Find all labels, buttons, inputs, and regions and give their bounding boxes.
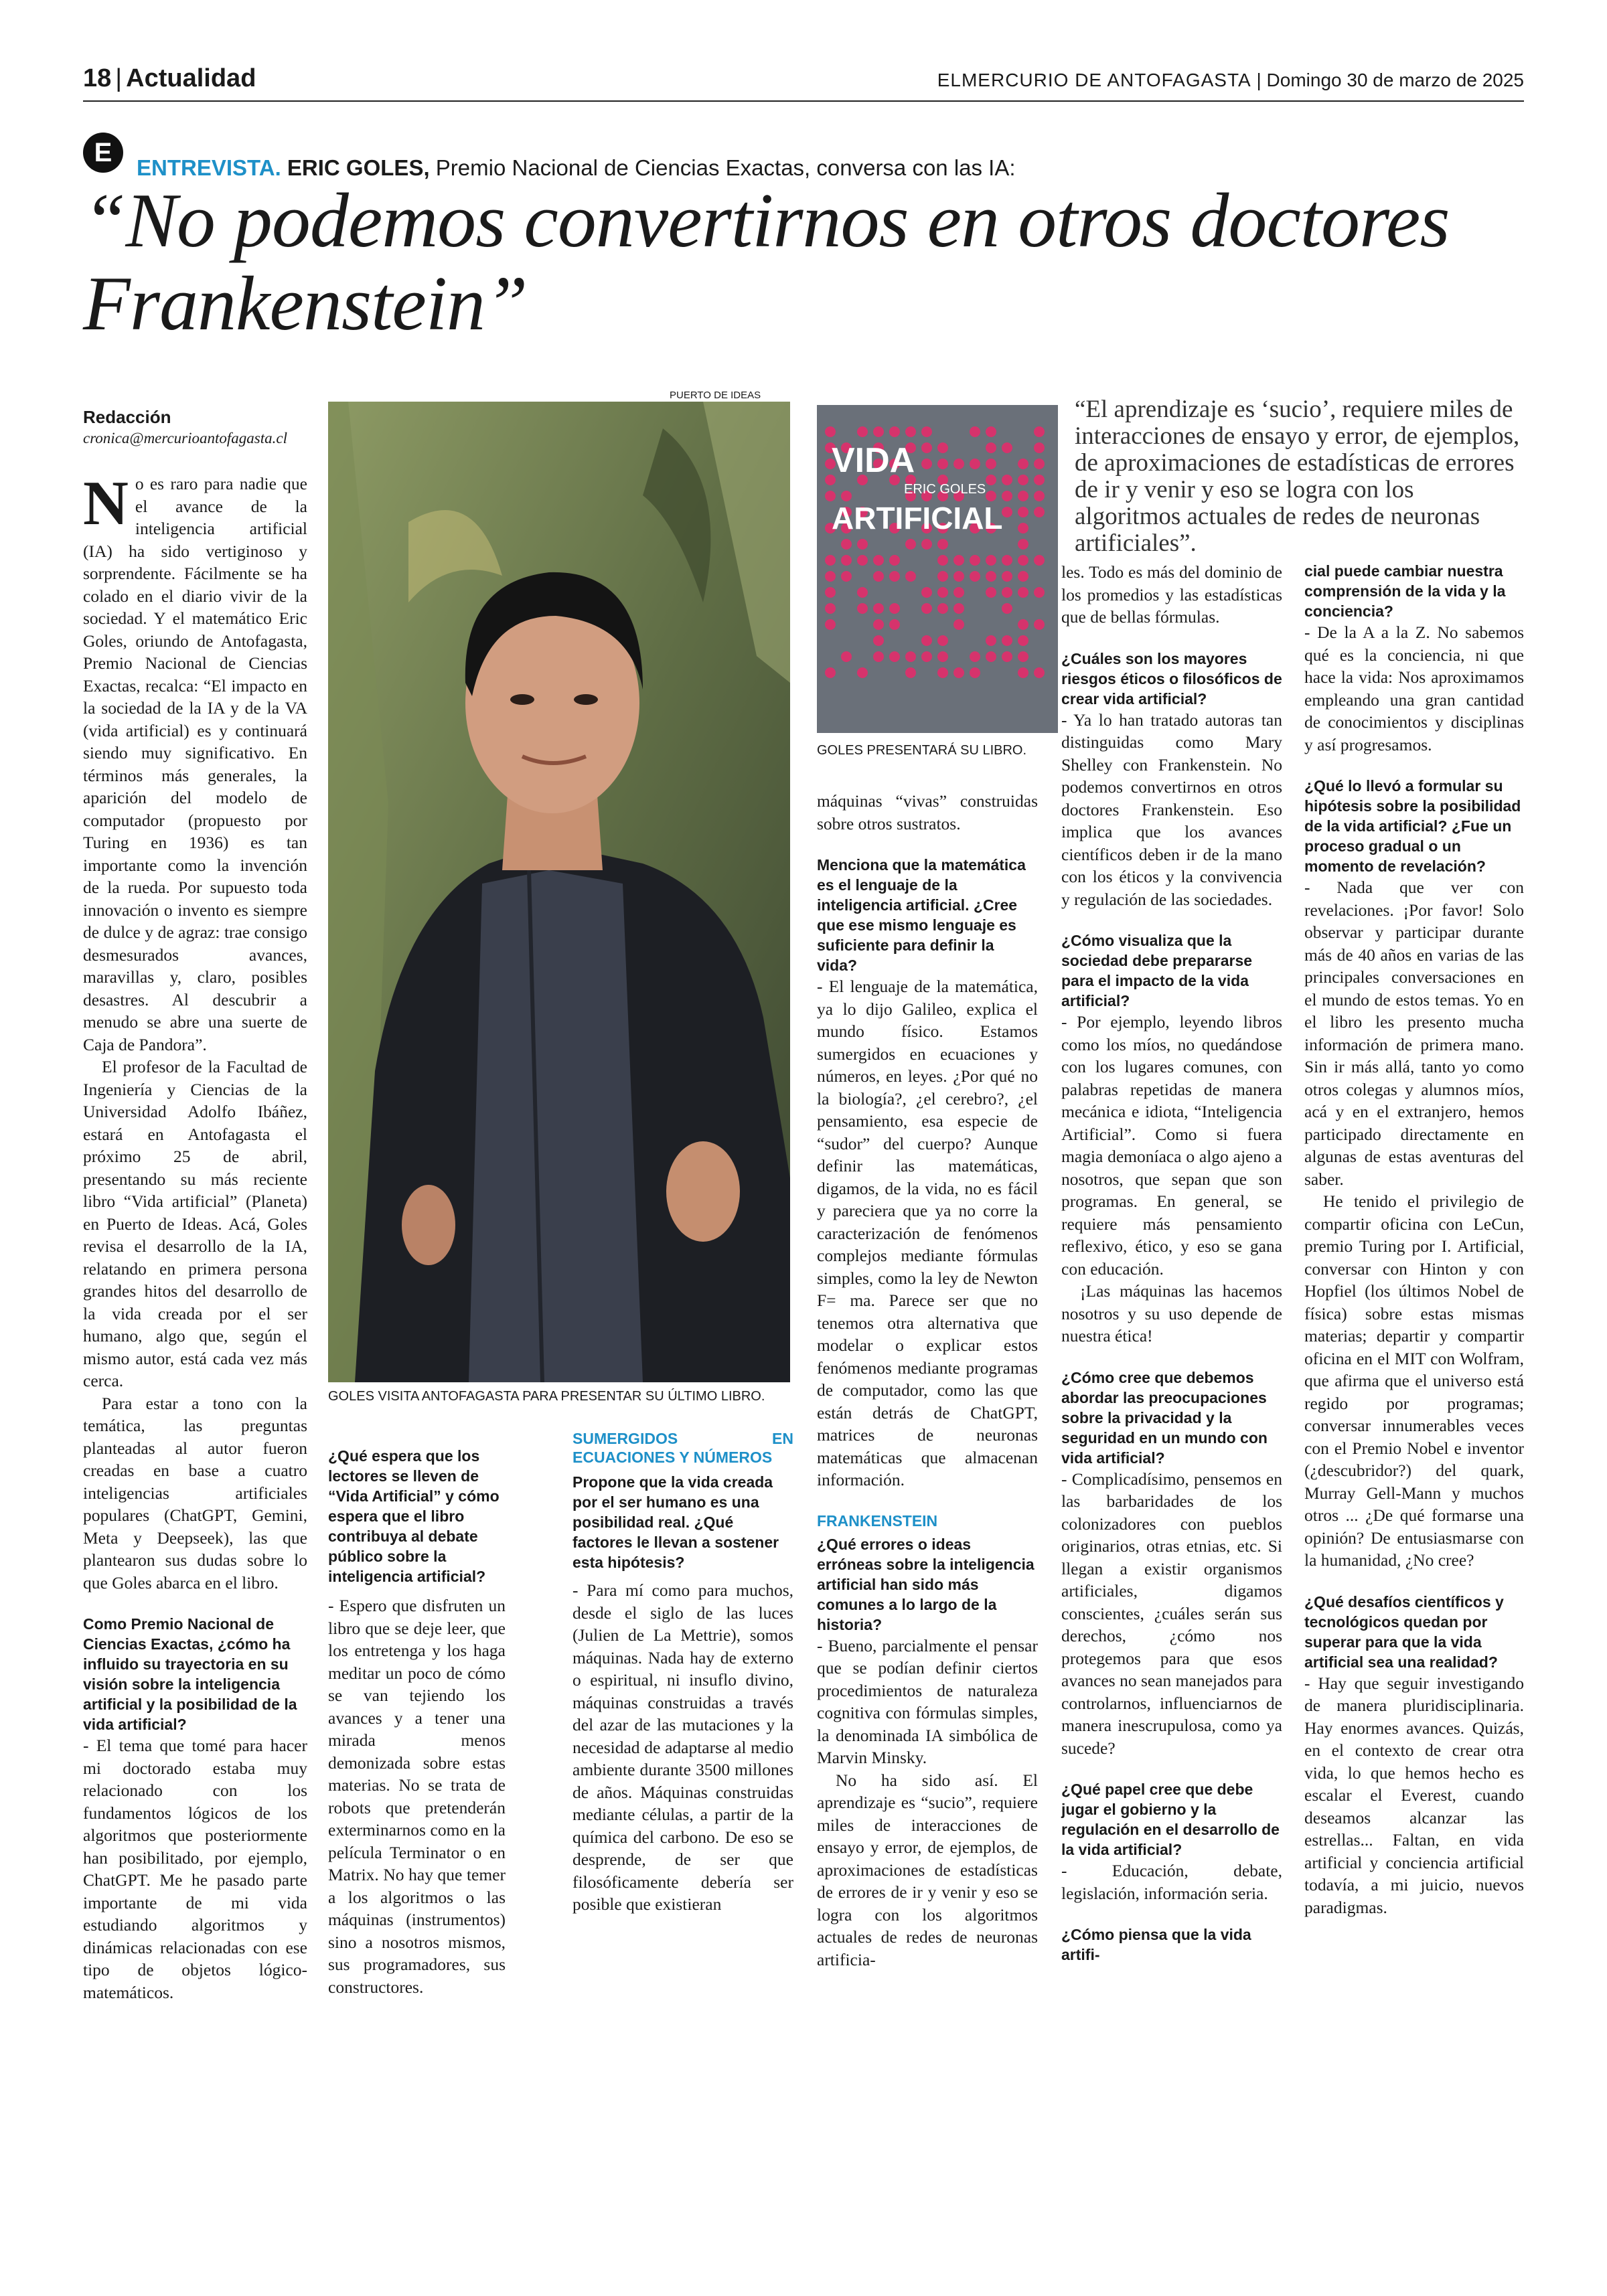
kicker-text: Premio Nacional de Ciencias Exactas, conversa con las IA:: [435, 155, 1016, 180]
book-dot: [921, 426, 932, 437]
book-dot: [937, 539, 948, 550]
book-dot: [970, 426, 980, 437]
book-dot: [825, 619, 836, 630]
book-dot: [970, 651, 980, 662]
book-dot: [953, 459, 964, 469]
book-caption: GOLES PRESENTARÁ SU LIBRO.: [817, 743, 1027, 758]
book-dot: [825, 603, 836, 614]
book-dot: [1034, 667, 1045, 678]
book-dot: [825, 587, 836, 598]
portrait-illustration: [328, 402, 790, 1382]
book-dot: [1034, 426, 1045, 437]
book-dot: [1002, 507, 1012, 517]
portrait-photo: [328, 402, 790, 1382]
book-cover: [817, 405, 1058, 733]
photo-caption: GOLES VISITA ANTOFAGASTA PARA PRESENTAR SU ÚLTIMO LIBRO.: [328, 1389, 765, 1404]
book-dot: [873, 651, 884, 662]
answer: - Nada que ver con revelaciones. ¡Por favor! Solo observar y participar durante más de 40 años en varias de las principales conversaciones en el mundo de estos temas. Yo en el libro les presento mucha información de primera mano. Sin ir más allá, tanto yo como otros colegas y alumnos míos, acá y en el extranjero, hemos participado directamente en algunas de estas aventuras del saber.: [1304, 878, 1524, 1189]
book-dot: [857, 426, 868, 437]
book-dot: [1018, 523, 1028, 534]
header-rule: [83, 100, 1524, 102]
question: ¿Qué espera que los lectores se lleven de “Vida Artificial” y cómo espera que el libro contribuya al debate público sobre la inteligencia artificial?: [328, 1447, 500, 1585]
book-dot: [841, 539, 852, 550]
book-dot: [937, 651, 948, 662]
book-dot: [889, 619, 900, 630]
book-dot: [889, 555, 900, 566]
byline: Redacción: [83, 407, 171, 427]
body-paragraph: ¡Las máquinas las hacemos nosotros y su uso depende de nuestra ética!: [1061, 1281, 1282, 1345]
book-dot: [1002, 555, 1012, 566]
book-dot: [986, 491, 996, 501]
book-dot: [937, 571, 948, 582]
book-dot: [841, 555, 852, 566]
section-badge: E: [83, 133, 123, 173]
book-dot: [905, 667, 916, 678]
book-dot: [970, 667, 980, 678]
pull-quote: “El aprendizaje es ‘sucio’, requiere miles de interacciones de ensayo y error, de ejemplos, de aproximaciones de estadísticas de errores de ir y venir y eso se logra con los algoritmos actuales de redes de neuronas artificiales”.: [1075, 396, 1520, 557]
masthead-info: ELMERCURIO DE ANTOFAGASTA | Domingo 30 de marzo de 2025: [937, 70, 1524, 90]
answer: - Espero que disfruten un libro que se deje leer, que los entretenga y los haga meditar un poco de cómo se van tejiendo los avances y a tener una mirada menos demonizada sobre estas materias. No se trata de robots que pretenderán exterminarnos como en la película Terminator o en Matrix. No hay que temer a los algoritmos o las máquinas (instrumentos) sino a nosotros mismos, sus programadores, sus constructores.: [328, 1596, 506, 1997]
column-2: [328, 1446, 506, 1998]
body-paragraph: Para estar a tono con la temática, las preguntas planteadas al autor fueron creadas en base a cuatro inteligencias artificiales populares (ChatGPT, Gemini, Meta y Deepseek), las que plantearon sus dudas sobre lo que Goles abarca en el libro.: [83, 1393, 307, 1592]
book-dot: [1018, 587, 1028, 598]
book-dot: [1018, 635, 1028, 646]
question: ¿Qué desafíos científicos y tecnológicos quedan por superar para que la vida artificial sea una realidad?: [1304, 1592, 1504, 1671]
book-dot: [986, 651, 996, 662]
book-dot: [1034, 475, 1045, 485]
book-dot: [953, 619, 964, 630]
book-dot: [857, 667, 868, 678]
column-6: [1304, 561, 1524, 1918]
book-dot: [953, 587, 964, 598]
book-title-line1: VIDA: [832, 441, 915, 480]
intro-paragraph: o es raro para nadie que el avance de la inteligencia artificial (IA) ha sido vertiginoso y sorprendente. Fácilmente se ha colado en el diario vivir de la sociedad. Y el matemático Eric Goles, oriundo de Antofagasta, Premio Nacional de Ciencias Exactas, recalca: “El impacto en la sociedad de la IA y de la VA (vida artificial) es y continuará siendo muy significativo. En términos más generales, la aparición del modelo de computador (propuesto por Turing en 1936) es tan importante como la invención de la rueda. Por supuesto toda innovación o invento es siempre de dulce y de agraz: trae consigo desmesurados avances, maravillas y, claro, posibles desastres. Al descubrir a menudo se abre una suerte de Caja de Pandora”.: [83, 474, 307, 1054]
book-dot: [953, 667, 964, 678]
author-email: cronica@mercurioantofagasta.cl: [83, 430, 287, 446]
book-dot: [1034, 619, 1045, 630]
book-dot: [1018, 491, 1028, 501]
book-dot: [921, 442, 932, 453]
book-dot: [970, 555, 980, 566]
book-dot: [873, 426, 884, 437]
book-dot: [905, 651, 916, 662]
book-dot: [1018, 555, 1028, 566]
book-dot: [1034, 507, 1045, 517]
book-dot: [953, 603, 964, 614]
question: ¿Cómo piensa que la vida artifi-: [1061, 1926, 1251, 1963]
kicker-label: ENTREVISTA.: [137, 155, 281, 180]
question: Menciona que la matemática es el lenguaje de la inteligencia artificial. ¿Cree que ese mismo lenguaje es suficiente para definir la vida?: [817, 856, 1026, 974]
column-1: [83, 469, 307, 2003]
book-dot: [905, 571, 916, 582]
kicker-name: ERIC GOLES,: [287, 155, 430, 180]
book-dot: [1018, 571, 1028, 582]
answer: - Por ejemplo, leyendo libros como los míos, no quedándose con los lugares comunes, con palabras repetidas de manera mecánica e idiota, “Inteligencia Artificial”. Como si fuera magia demoníaca o algo ajeno a nosotros, que sepan que son programas. En general, se requiere más pensamiento reflexivo, ético, y eso se gana con educación.: [1061, 1012, 1282, 1279]
question: ¿Cómo cree que debemos abordar las preocupaciones sobre la privacidad y la seguridad en un mundo con vida artificial?: [1061, 1368, 1268, 1467]
book-dot: [1002, 651, 1012, 662]
answer: - Bueno, parcialmente el pensar que se podían definir ciertos procedimientos de naturaleza cognitiva con fórmulas simples, la denominada IA simbólica de Marvin Minsky.: [817, 1635, 1038, 1767]
book-dot: [857, 555, 868, 566]
book-dot: [937, 667, 948, 678]
column-4: [817, 790, 1038, 1971]
book-dot: [953, 555, 964, 566]
body-paragraph: máquinas “vivas” construidas sobre otros sustratos.: [817, 791, 1038, 833]
book-dot: [921, 539, 932, 550]
book-dot: [873, 635, 884, 646]
book-dot: [825, 571, 836, 582]
page-number: 18: [83, 64, 112, 92]
newspaper-name: ELMERCURIO DE ANTOFAGASTA: [937, 70, 1251, 90]
book-dot: [825, 555, 836, 566]
book-dot: [921, 651, 932, 662]
question: Propone que la vida creada por el ser humano es una posibilidad real. ¿Qué factores le llevan a sostener esta hipótesis?: [572, 1473, 779, 1571]
book-dot: [937, 442, 948, 453]
section-name: Actualidad: [126, 64, 256, 92]
book-dot: [1002, 603, 1012, 614]
answer: - Complicadísimo, pensemos en las barbaridades de los colonizadores con pueblos originarios, otras etnias, etc. Si llegan a existir organismos artificiales, digamos conscientes, ¿cuáles serán sus derechos, ¿cómo nos protegemos para que esos avances no sean manejados para controlarnos, influenciarnos de manera inescrupulosa, como ya sucede?: [1061, 1469, 1282, 1758]
book-dot: [1002, 491, 1012, 501]
book-dot: [986, 571, 996, 582]
kicker: [137, 155, 1016, 181]
book-dot: [857, 587, 868, 598]
book-dot: [857, 539, 868, 550]
book-dot: [841, 491, 852, 501]
book-dot: [1002, 635, 1012, 646]
book-dot: [921, 587, 932, 598]
book-dot: [1002, 587, 1012, 598]
book-dot: [825, 491, 836, 501]
book-dot: [841, 571, 852, 582]
book-dot: [1034, 491, 1045, 501]
book-dot: [970, 571, 980, 582]
book-dot: [889, 571, 900, 582]
book-dot: [921, 635, 932, 646]
book-dot: [921, 603, 932, 614]
book-dot: [1018, 619, 1028, 630]
book-dot: [1034, 459, 1045, 469]
book-dot: [873, 555, 884, 566]
book-dot: [1018, 459, 1028, 469]
drop-cap: N: [83, 469, 129, 538]
book-dot: [825, 667, 836, 678]
book-dot: [921, 459, 932, 469]
answer: - El lenguaje de la matemática, ya lo dijo Galileo, explica el mundo físico. Estamos sumergidos en ecuaciones y números, en leyes. ¿Por qué no la biología?, ¿el cerebro?, ¿el pensamiento, esa especie de “sudor” del cuerpo? Aunque definir las matemáticas, digamos, de la vida, no es fácil y pareciera que ya no corre la caracterización de fenómenos complejos mediante fórmulas simples, como la ley de Newton F= ma. Parece ser que no tenemos otra alternativa que modelar o explicar estos fenómenos mediante programas de computador, como las que están detrás de ChatGPT, matrices de neuronas matemáticas que almacenan información.: [817, 977, 1038, 1489]
answer: - Hay que seguir investigando de manera pluridisciplinaria. Hay enormes avances. Quizás, en el contexto de crear otra vida, lo que hemos hecho es escalar el Everest, cuando deseamos alcanzar las estrellas... Faltan, en vida artificial y conciencia artificial todavía, a mi juicio, nuevos paradigmas.: [1304, 1673, 1524, 1917]
book-dot: [873, 571, 884, 582]
book-dot: [986, 459, 996, 469]
book-dot: [986, 635, 996, 646]
book-dot: [889, 426, 900, 437]
book-dot: [937, 555, 948, 566]
answer: - Para mí como para muchos, desde el siglo de las luces (Julien de La Mettrie), somos máquinas. Nada hay de externo o espiritual, ni insuflo divino, máquinas construidas a través del azar de las mutaciones y la necesidad de adaptarse al medio ambiente durante 3500 millones de años. Máquinas construidas mediante células, a partir de la química del carbono. De eso se desprende, de ser que filosóficamente debería ser posible que existieran: [572, 1580, 793, 1914]
column-5: [1061, 561, 1282, 1965]
book-dot: [953, 571, 964, 582]
book-dot: [1002, 475, 1012, 485]
book-dot: [986, 426, 996, 437]
question: ¿Cuáles son los mayores riesgos éticos o filosóficos de crear vida artificial?: [1061, 649, 1282, 708]
question: cial puede cambiar nuestra comprensión de la vida y la conciencia?: [1304, 562, 1506, 620]
book-dot: [889, 603, 900, 614]
book-dot: [889, 651, 900, 662]
book-dot: [825, 426, 836, 437]
book-dot: [1034, 587, 1045, 598]
body-paragraph: les. Todo es más del dominio de los promedios y las estadísticas que de bellas fórmulas.: [1061, 562, 1282, 627]
book-dot: [986, 555, 996, 566]
book-dot: [1018, 475, 1028, 485]
book-dot: [1002, 442, 1012, 453]
book-dot: [905, 539, 916, 550]
issue-date: Domingo 30 de marzo de 2025: [1266, 70, 1524, 90]
photo-credit: PUERTO DE IDEAS: [670, 390, 761, 401]
answer: - Ya lo han tratado autoras tan distinguidas como Mary Shelley con Frankenstein. No podemos convertirnos en otros doctores Frankenstein. Eso implica que los avances científicos deben ir de la mano con los éticos y la convivencia y regulación de las sociedades.: [1061, 710, 1282, 909]
book-dot: [1018, 651, 1028, 662]
column-3: [572, 1429, 793, 1916]
book-author: ERIC GOLES: [904, 482, 986, 497]
book-cover-art: [817, 405, 1058, 733]
page-folio: 18 | Actualidad: [83, 64, 256, 92]
book-dot: [937, 459, 948, 469]
book-dot: [1018, 507, 1028, 517]
book-dot: [1018, 539, 1028, 550]
headline: “No podemos convertirnos en otros doctores Frankenstein”: [83, 178, 1450, 347]
answer: - El tema que tomé para hacer mi doctorado estaba muy relacionado con los fundamentos lógicos de los algoritmos que posteriormente han posibilitado, por ejemplo, ChatGPT. Me he pasado parte importante de mi vida estudiando algoritmos y dinámicas relacionadas con ese tipo de objetos lógico-matemáticos.: [83, 1736, 307, 2002]
book-dot: [857, 603, 868, 614]
body-paragraph: No ha sido así. El aprendizaje es “sucio”, requiere miles de interacciones de ensayo y error, de ejemplos, de aproximaciones de estadísticas de errores de ir y venir y eso se logra con los algoritmos actuales de redes de neuronas artificia-: [817, 1770, 1038, 1969]
book-dot: [986, 442, 996, 453]
book-title-line2: ARTIFICIAL: [832, 501, 1003, 536]
body-paragraph: He tenido el privilegio de compartir oficina con LeCun, premio Turing por I. Artificial, conversar con Hinton y con Hopfiel (los últimos Nobel de física) sobre estas mismas materias; departir y compartir oficina en el MIT con Wolfram, que afirma que el universo está regido por programas; conversar innumerables veces con el Premio Nobel e inventor (¿descubridor?) del quark, Murray Gell-Mann y muchos otros ... ¿De qué formarse una opinión? De entusiasmarse con la humanidad, ¿No cree?: [1304, 1192, 1524, 1570]
book-dot: [937, 603, 948, 614]
subheading: SUMERGIDOS EN ECUACIONES Y NÚMEROS: [572, 1430, 793, 1466]
book-dot: [1034, 555, 1045, 566]
body-paragraph: El profesor de la Facultad de Ingeniería y Ciencias de la Universidad Adolfo Ibáñez, estará en Antofagasta el próximo 25 de abril, presentando su más reciente libro “Vida artificial” (Planeta) en Puerto de Ideas. Acá, Goles revisa el desarrollo de la IA, relatando en primera persona grandes hitos del desarrollo de la vida creada por el ser humano, algo que, según el mismo autor, está cada vez más cerca.: [83, 1057, 307, 1390]
book-dot: [873, 619, 884, 630]
book-dot: [1018, 667, 1028, 678]
book-dot: [873, 603, 884, 614]
book-dot: [841, 651, 852, 662]
question: ¿Qué errores o ideas erróneas sobre la inteligencia artificial han sido más comunes a lo largo de la historia?: [817, 1535, 1035, 1633]
question: Como Premio Nacional de Ciencias Exactas, ¿cómo ha influido su trayectoria en su visión sobre la inteligencia artificial y la posibilidad de la vida artificial?: [83, 1615, 297, 1733]
book-dot: [970, 459, 980, 469]
book-dot: [1034, 442, 1045, 453]
book-dot: [937, 635, 948, 646]
question: ¿Qué papel cree que debe jugar el gobierno y la regulación en el desarrollo de la vida artificial?: [1061, 1781, 1280, 1858]
book-dot: [937, 587, 948, 598]
book-dot: [905, 426, 916, 437]
question: ¿Qué lo llevó a formular su hipótesis sobre la posibilidad de la vida artificial? ¿Fue un proceso gradual o un momento de revelación?: [1304, 777, 1521, 875]
book-dot: [1002, 571, 1012, 582]
answer: - De la A a la Z. No sabemos qué es la conciencia, ni que hace la vida: Nos aproximamos empleando una gran cantidad de conocimientos y disciplinas y así progresamos.: [1304, 623, 1524, 754]
book-dot: [986, 587, 996, 598]
question: ¿Cómo visualiza que la sociedad debe prepararse para el impacto de la vida artificial?: [1061, 932, 1253, 1009]
subheading: FRANKENSTEIN: [817, 1511, 938, 1530]
answer: - Educación, debate, legislación, información seria.: [1061, 1861, 1282, 1903]
book-dot: [986, 475, 996, 485]
